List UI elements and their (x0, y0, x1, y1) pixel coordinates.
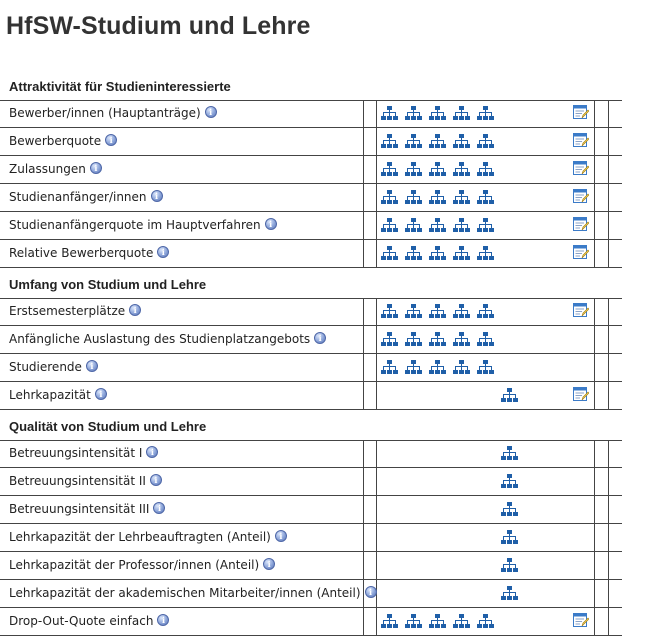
hierarchy-icon[interactable] (501, 502, 518, 517)
info-icon[interactable]: i (263, 558, 275, 570)
info-icon[interactable]: i (265, 218, 277, 230)
indicator-row (0, 240, 622, 268)
hierarchy-icon[interactable] (381, 332, 398, 347)
indicator-row (0, 496, 622, 524)
hierarchy-icon[interactable] (501, 530, 518, 545)
hierarchy-icon[interactable] (405, 246, 422, 261)
indicator-label (9, 246, 169, 260)
indicator-label-text: Relative Bewerberquote (9, 246, 154, 260)
hierarchy-icon[interactable] (405, 332, 422, 347)
hierarchy-icon[interactable] (429, 332, 446, 347)
hierarchy-icon[interactable] (453, 332, 470, 347)
info-icon[interactable]: i (146, 446, 158, 458)
indicator-row (0, 354, 622, 382)
hierarchy-icon[interactable] (429, 134, 446, 149)
hierarchy-icon[interactable] (381, 162, 398, 177)
edit-note-icon[interactable] (573, 105, 589, 120)
hierarchy-icon[interactable] (381, 304, 398, 319)
indicator-row (0, 468, 622, 496)
info-icon[interactable]: i (150, 474, 162, 486)
indicator-label (9, 474, 162, 488)
indicator-row (0, 580, 622, 608)
indicator-label-text: Lehrkapazität der Professor/innen (Anteil) (9, 558, 260, 572)
indicator-label (9, 190, 163, 204)
hierarchy-icon[interactable] (405, 106, 422, 121)
hierarchy-icon[interactable] (405, 218, 422, 233)
hierarchy-icon[interactable] (381, 360, 398, 375)
hierarchy-icon[interactable] (405, 162, 422, 177)
hierarchy-icon[interactable] (429, 614, 446, 629)
info-icon[interactable]: i (153, 502, 165, 514)
indicator-label-text: Betreuungsintensität III (9, 502, 150, 516)
info-icon[interactable]: i (151, 190, 163, 202)
hierarchy-icon[interactable] (429, 162, 446, 177)
section-title: Attraktivität für Studieninteressierte (9, 79, 231, 94)
hierarchy-icon[interactable] (405, 614, 422, 629)
info-icon[interactable]: i (314, 332, 326, 344)
edit-note-icon[interactable] (573, 189, 589, 204)
info-icon[interactable]: i (129, 304, 141, 316)
info-icon[interactable]: i (90, 162, 102, 174)
hierarchy-icon[interactable] (429, 246, 446, 261)
hierarchy-icon[interactable] (381, 246, 398, 261)
hierarchy-icon[interactable] (477, 614, 494, 629)
info-icon[interactable]: i (157, 246, 169, 258)
page-title: HfSW-Studium und Lehre (6, 12, 311, 40)
hierarchy-icon[interactable] (405, 190, 422, 205)
hierarchy-icon[interactable] (429, 190, 446, 205)
info-icon[interactable]: i (365, 586, 377, 598)
indicator-row (0, 608, 622, 636)
info-icon[interactable]: i (105, 134, 117, 146)
indicator-label-text: Lehrkapazität der Lehrbeauftragten (Anteil) (9, 530, 271, 544)
hierarchy-icon[interactable] (501, 446, 518, 461)
hierarchy-icon[interactable] (501, 474, 518, 489)
indicator-row (0, 156, 622, 184)
indicator-label (9, 162, 102, 176)
indicator-label-text: Drop-Out-Quote einfach (9, 614, 154, 628)
indicator-label-text: Erstsemesterplätze (9, 304, 126, 318)
edit-note-icon[interactable] (573, 217, 589, 232)
hierarchy-icon[interactable] (453, 360, 470, 375)
indicator-row (0, 128, 622, 156)
hierarchy-icon[interactable] (453, 304, 470, 319)
indicator-label (9, 530, 287, 544)
hierarchy-icon[interactable] (453, 134, 470, 149)
hierarchy-icon[interactable] (501, 558, 518, 573)
hierarchy-icon[interactable] (405, 360, 422, 375)
indicator-label-text: Lehrkapazität der akademischen Mitarbeiter/innen (Anteil) (9, 586, 361, 600)
edit-note-icon[interactable] (573, 613, 589, 628)
hierarchy-icon[interactable] (453, 162, 470, 177)
hierarchy-icon[interactable] (429, 360, 446, 375)
info-icon[interactable]: i (205, 106, 217, 118)
indicator-label-text: Lehrkapazität (9, 388, 91, 402)
indicator-label-text: Anfängliche Auslastung des Studienplatzangebots (9, 332, 311, 346)
hierarchy-icon[interactable] (381, 106, 398, 121)
indicator-row (0, 184, 622, 212)
hierarchy-icon[interactable] (429, 304, 446, 319)
hierarchy-icon[interactable] (477, 246, 494, 261)
info-icon[interactable]: i (95, 388, 107, 400)
indicator-row (0, 100, 622, 128)
hierarchy-icon[interactable] (381, 614, 398, 629)
indicator-label (9, 446, 158, 460)
hierarchy-icon[interactable] (405, 304, 422, 319)
hierarchy-icon[interactable] (405, 134, 422, 149)
section-title: Umfang von Studium und Lehre (9, 277, 207, 292)
edit-note-icon[interactable] (573, 133, 589, 148)
indicator-label (9, 614, 169, 628)
row-divider (0, 635, 622, 636)
indicator-label (9, 134, 117, 148)
hierarchy-icon[interactable] (477, 162, 494, 177)
hierarchy-icon[interactable] (453, 106, 470, 121)
hierarchy-icon[interactable] (429, 218, 446, 233)
hierarchy-icon[interactable] (453, 246, 470, 261)
hierarchy-icon[interactable] (501, 586, 518, 601)
indicator-label (9, 558, 275, 572)
hierarchy-icon[interactable] (453, 190, 470, 205)
info-icon[interactable]: i (157, 614, 169, 626)
edit-note-icon[interactable] (573, 245, 589, 260)
indicator-label (9, 304, 141, 318)
hierarchy-icon[interactable] (429, 106, 446, 121)
hierarchy-icon[interactable] (477, 332, 494, 347)
row-divider (0, 267, 622, 268)
hierarchy-icon[interactable] (381, 134, 398, 149)
hierarchy-icon[interactable] (453, 218, 470, 233)
hierarchy-icon[interactable] (381, 218, 398, 233)
indicator-label (9, 332, 326, 346)
indicator-row (0, 524, 622, 552)
hierarchy-icon[interactable] (477, 360, 494, 375)
indicator-label-text: Studienanfänger/innen (9, 190, 147, 204)
indicator-label-text: Betreuungsintensität II (9, 474, 146, 488)
indicator-label (9, 502, 165, 516)
section-title: Qualität von Studium und Lehre (9, 419, 207, 434)
edit-note-icon[interactable] (573, 303, 589, 318)
indicator-label-text: Zulassungen (9, 162, 86, 176)
indicator-row (0, 440, 622, 468)
indicator-label-text: Bewerberquote (9, 134, 102, 148)
indicator-row (0, 298, 622, 326)
indicator-label (9, 218, 277, 232)
indicator-row (0, 212, 622, 240)
hierarchy-icon[interactable] (453, 614, 470, 629)
indicator-row (0, 326, 622, 354)
indicator-label (9, 106, 217, 120)
row-divider (0, 409, 622, 410)
indicator-label-text: Bewerber/innen (Hauptanträge) (9, 106, 201, 120)
indicator-row (0, 552, 622, 580)
hierarchy-icon[interactable] (477, 218, 494, 233)
info-icon[interactable]: i (86, 360, 98, 372)
indicator-row (0, 382, 622, 410)
indicator-label (9, 388, 107, 402)
indicator-label (9, 586, 377, 600)
hierarchy-icon[interactable] (477, 106, 494, 121)
hierarchy-icon[interactable] (501, 388, 518, 403)
edit-note-icon[interactable] (573, 161, 589, 176)
hierarchy-icon[interactable] (477, 304, 494, 319)
hierarchy-icon[interactable] (477, 134, 494, 149)
indicator-label-text: Studienanfängerquote im Hauptverfahren (9, 218, 261, 232)
indicator-label-text: Betreuungsintensität I (9, 446, 143, 460)
hierarchy-icon[interactable] (381, 190, 398, 205)
indicator-label (9, 360, 98, 374)
indicator-label-text: Studierende (9, 360, 82, 374)
info-icon[interactable]: i (275, 530, 287, 542)
hierarchy-icon[interactable] (477, 190, 494, 205)
edit-note-icon[interactable] (573, 387, 589, 402)
